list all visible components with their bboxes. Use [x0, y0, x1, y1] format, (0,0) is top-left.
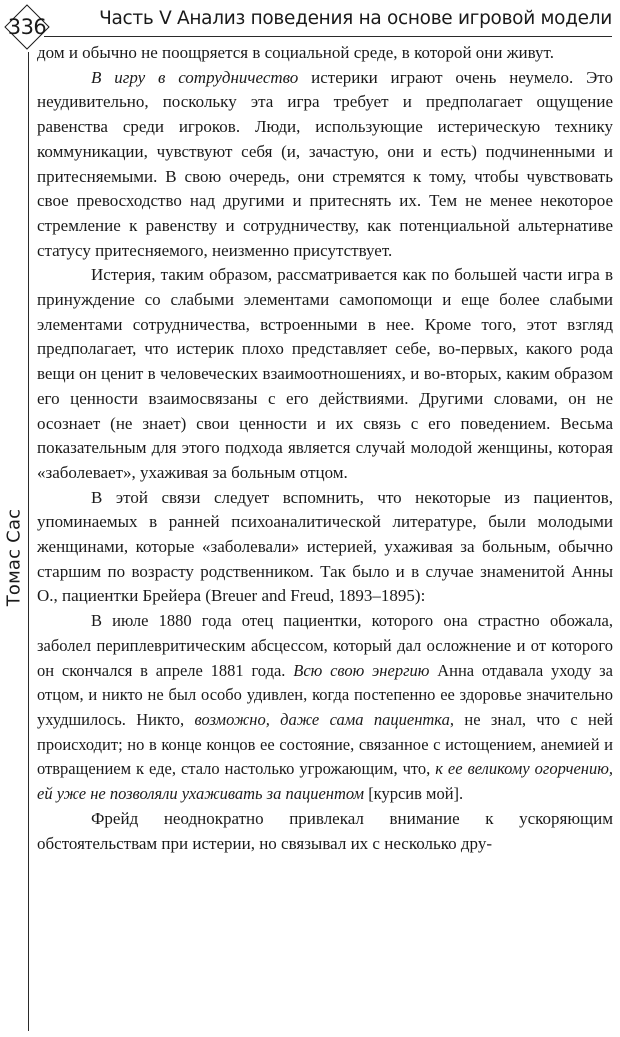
- text-run: истерики играют очень неумело. Это неудивительно, поскольку эта игра требует и предполагает ощущение равенства среди игроков. Люди, использующие истерическую технику коммуникации, чувствуют себя (и, зачастую, они и есть) подчиненными и притесняемыми. В свою очередь, они стремятся к тому, чтобы чувствовать свое превосходство над другими и притеснять их. Тем не менее некоторое стремление к равенству и сотрудничеству, как потенциальной альтернативе статусу притесняемого, неизменно присутствует.: [37, 67, 613, 260]
- italic-text: возможно, даже сама пациентка: [194, 709, 450, 729]
- body-text: [37, 41, 613, 856]
- paragraph: [37, 41, 613, 66]
- page-number-text: 336: [7, 15, 47, 39]
- paragraph: [37, 807, 613, 856]
- paragraph: [37, 486, 613, 610]
- margin-rule: [28, 52, 29, 1031]
- paragraph: [37, 609, 613, 807]
- text-run: В этой связи следует вспомнить, что некоторые из пациентов, упоминаемых в ранней психоаналитической литературе, были молодыми женщинами, которые «заболевали» истерией, ухаживая за больным, обычно старшим по возрасту родственником. Так было и в случае знаменитой Анны О., пациентки Брейера (Breuer and Freud, 1893–1895):: [37, 487, 613, 606]
- running-title: Часть V Анализ поведения на основе игровой модели: [99, 8, 612, 29]
- header-rule: [44, 36, 612, 37]
- italic-text: к ее великому огорчению, ей уже не позволяли ухаживать за пациентом: [37, 759, 613, 804]
- side-author-text: Томас Сас: [3, 508, 25, 606]
- paragraph: [37, 263, 613, 485]
- text-run: В июле 1880 года отец пациентки, которого она страстно обожала, заболел периплевритическим абсцессом, который дал осложнение и от которого он скончался в апреле 1881 года.: [37, 611, 613, 680]
- text-run: Анна отдавала уходу за отцом, и никто не был особо удивлен, когда постепенно ее здоровье значительно ухудшилось. Никто,: [37, 660, 613, 729]
- text-run: , не знал, что с ней происходит; но в конце концов ее состояние, связанное с истощением, анемией и отвращением к еде, стало настолько угрожающим, что,: [37, 709, 613, 779]
- text-run: [курсив мой].: [364, 784, 464, 804]
- side-author: [2, 493, 26, 621]
- text-run: Фрейд неоднократно привлекал внимание к ускоряющим обстоятельствам при истерии, но связывал их с несколько дру-: [37, 808, 613, 853]
- text-run: дом и обычно не поощряется в социальной среде, в которой они живут.: [37, 43, 554, 62]
- paragraph: [37, 66, 613, 264]
- italic-text: В игру в сотрудничество: [91, 67, 299, 87]
- italic-text: Всю свою энергию: [293, 660, 430, 680]
- text-run: Истерия, таким образом, рассматривается как по большей части игра в принуждение со слабыми элементами самопомощи и еще более слабыми элементами сотрудничества, встроенными в нее. Кроме того, этот взгляд предполагает, что истерик плохо представляет себе, во-первых, какого рода вещи он ценит в человеческих взаимоотношениях, и во-вторых, каким образом его ценности взаимосвязаны с его действиями. Другими словами, он не осознает (не знает) свои ценности и их связь с его поведением. Весьма показательным для этого подхода является случай молодой женщины, которая «заболевает», ухаживая за больным отцом.: [37, 265, 613, 482]
- page-number: [2, 2, 52, 52]
